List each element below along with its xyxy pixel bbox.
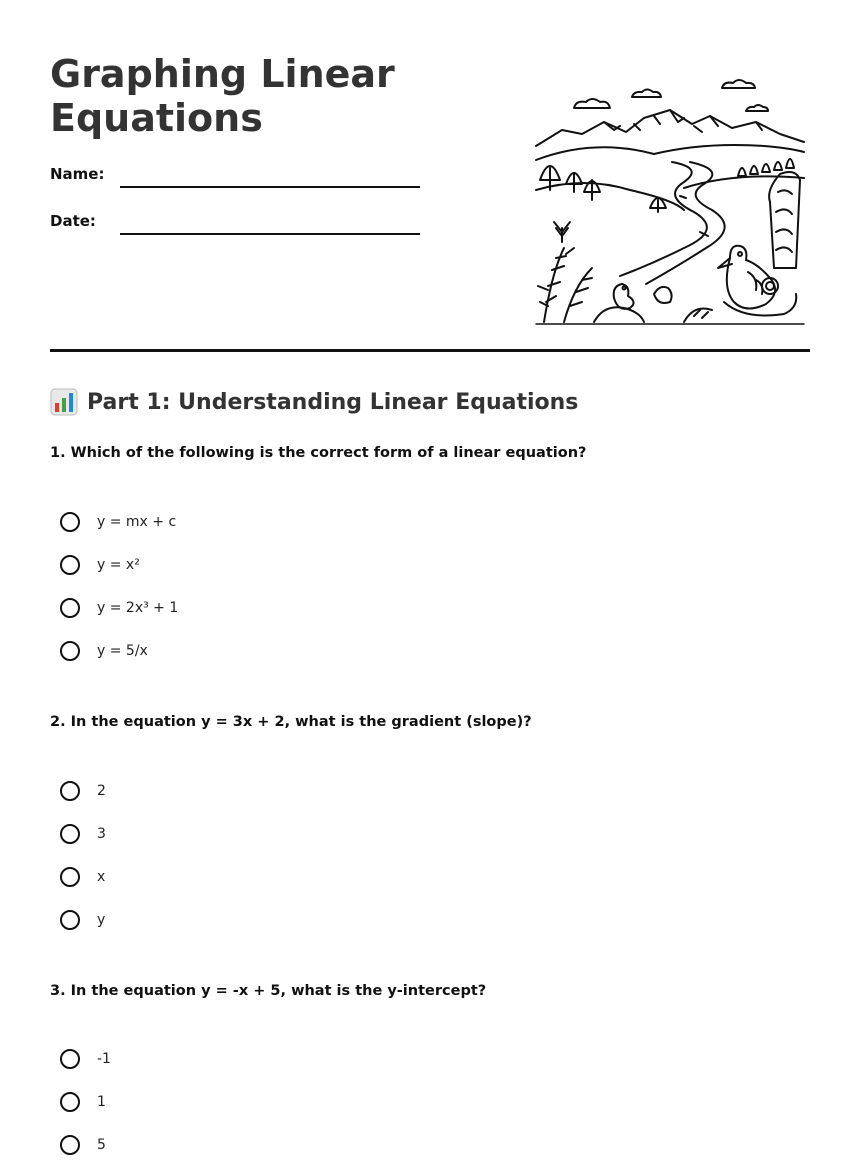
radio-button[interactable] [60,867,80,887]
option-label: 5 [97,1137,106,1153]
header-divider [50,349,810,352]
tree-row-icon [738,159,794,176]
radio-button[interactable] [60,1135,80,1155]
mountains-icon [536,110,804,146]
title-line-2: Equations [50,96,263,140]
option-label: 3 [97,826,106,842]
option-label: 1 [97,1094,106,1110]
q3-option-2[interactable] [60,1090,106,1114]
option-label: y = mx + c [97,514,177,530]
option-label: y = 2x³ + 1 [97,600,179,616]
q2-option-4[interactable] [60,908,105,932]
q1-option-2[interactable] [60,553,140,577]
option-label: y [97,912,106,928]
date-field[interactable] [120,233,420,235]
fern-icon [538,222,712,322]
radio-button[interactable] [60,824,80,844]
bar-chart-icon [50,388,78,416]
question-1-prompt: 1. Which of the following is the correct form of a linear equation? [50,445,587,461]
q2-option-1[interactable] [60,779,106,803]
option-label: 2 [97,783,106,799]
option-label: y = 5/x [97,643,148,659]
q1-option-4[interactable] [60,639,148,663]
question-2-prompt: 2. In the equation y = 3x + 2, what is the gradient (slope)? [50,714,532,730]
tree-icon [540,166,666,212]
q3-option-3[interactable] [60,1133,106,1157]
radio-button[interactable] [60,555,80,575]
question-3-prompt: 3. In the equation y = -x + 5, what is the y-intercept? [50,983,487,999]
radio-button[interactable] [60,512,80,532]
q1-option-1[interactable] [60,510,176,534]
radio-button[interactable] [60,1049,80,1069]
q1-option-3[interactable] [60,596,178,620]
name-label: Name: [50,165,105,183]
radio-button[interactable] [60,598,80,618]
name-field[interactable] [120,186,420,188]
cloud-icon [574,80,768,111]
section-heading-text: Part 1: Understanding Linear Equations [87,389,579,415]
radio-button[interactable] [60,641,80,661]
radio-button[interactable] [60,781,80,801]
q3-option-1[interactable] [60,1047,111,1071]
q2-option-2[interactable] [60,822,106,846]
radio-button[interactable] [60,910,80,930]
date-label: Date: [50,212,96,230]
worksheet-title [50,52,470,140]
radio-button[interactable] [60,1092,80,1112]
landscape-illustration-icon [534,72,806,328]
q2-option-3[interactable] [60,865,105,889]
option-label: -1 [97,1051,111,1067]
bird-icon [718,246,796,316]
title-line-1: Graphing Linear [50,52,395,96]
small-bird-icon [614,284,672,309]
carved-post-icon [769,172,800,268]
option-label: y = x² [97,557,140,573]
section-heading-part-1 [50,388,578,416]
option-label: x [97,869,106,885]
